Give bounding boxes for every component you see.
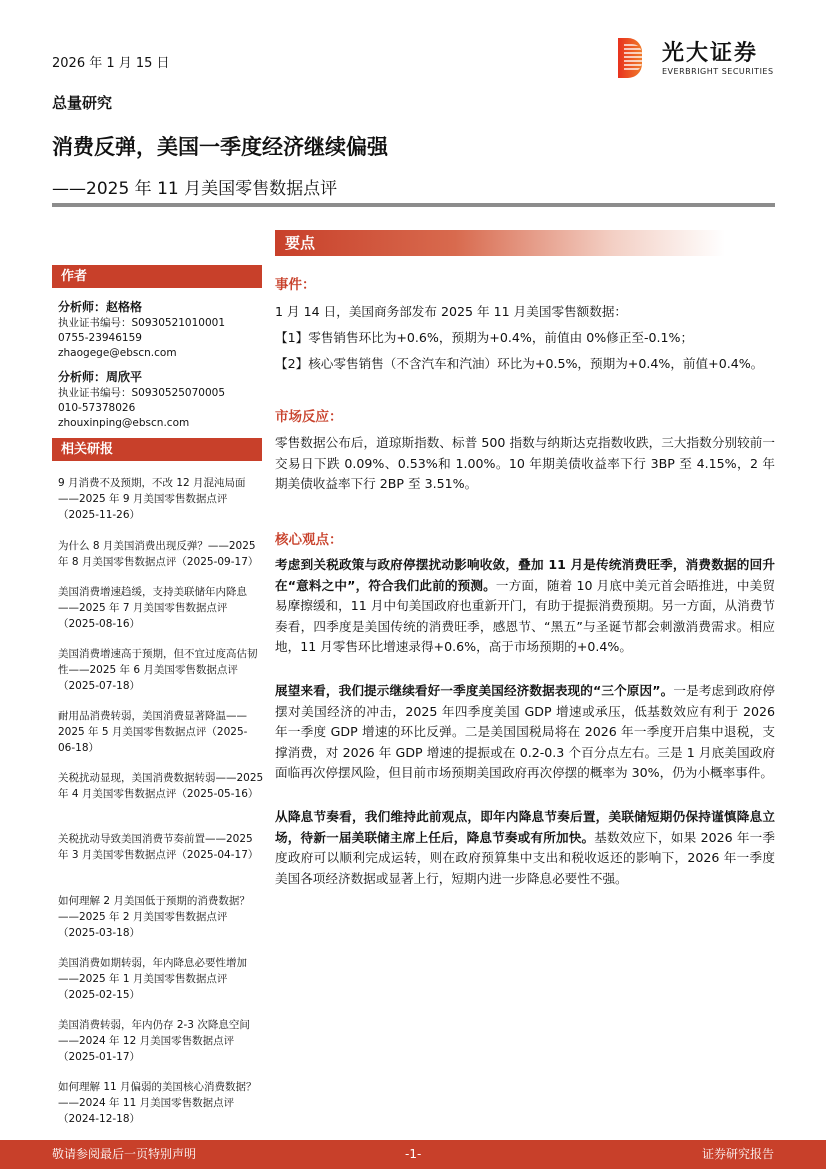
author-name: 分析师：周欣平 — [58, 370, 143, 384]
event-heading: 事件： — [275, 277, 316, 293]
related-report-link[interactable]: 如何理解 11 月偏弱的美国核心消费数据？——2024 年 11 月美国零售数据点评（2024-12-18） — [58, 1081, 257, 1125]
related-report-link[interactable]: 美国消费增速高于预期，但不宜过度高估韧性——2025 年 6 月美国零售数据点评（2025-07-18） — [58, 648, 258, 692]
author-email[interactable]: zhouxinping@ebscn.com — [58, 417, 190, 429]
market-heading: 市场反应： — [275, 409, 343, 425]
related-report-link[interactable]: 如何理解 2 月美国低于预期的消费数据？——2025 年 2 月美国零售数据点评（2025-03-18） — [58, 895, 250, 939]
related-report-link[interactable]: 为什么 8 月美国消费出现反弹？——2025 年 8 月美国零售数据点评（2025-09-17） — [58, 540, 259, 568]
header-divider — [52, 203, 775, 207]
author-phone: 0755-23946159 — [58, 332, 142, 344]
related-report-link[interactable]: 关税扰动显现，美国消费数据转弱——2025 年 4 月美国零售数据点评（2025-05-16） — [58, 772, 264, 800]
view-2-lead: 展望来看，我们提示继续看好一季度美国经济数据表现的“三个原因”。 — [275, 683, 674, 698]
view-paragraph-2 — [275, 681, 775, 784]
related-report-link[interactable]: 美国消费如期转弱，年内降息必要性增加——2025 年 1 月美国零售数据点评（2025-02-15） — [58, 957, 247, 1001]
view-1-body: 一方面，随着 10 月底中美元首会晤推进，中美贸易摩擦缓和，11 月中旬美国政府也重新开门，有助于提振消费预期。另一方面，从消费节奏看，四季度是美国传统的消费旺季，感恩节、“黑五”与圣诞节都会刺激消费需求。相应地，11 月零售环比增速录得+0.6%，高于市场预期的+0.4%。 — [275, 577, 775, 654]
related-report-link[interactable]: 美国消费增速趋缓，支持美联储年内降息——2025 年 7 月美国零售数据点评（2025-08-16） — [58, 586, 247, 630]
logo-mark-icon — [618, 38, 642, 78]
footer-disclaimer: 敬请参阅最后一页特别声明 — [52, 1147, 197, 1161]
key-points-header: 要点 — [275, 230, 725, 256]
event-intro: 1 月 14 日，美国商务部发布 2025 年 11 月美国零售额数据： — [275, 304, 628, 319]
related-reports-header: 相关研报 — [52, 438, 262, 461]
view-2-body: 一是考虑到政府停摆对美国经济的冲击，2025 年四季度美国 GDP 增速或承压，低基数效应有利于 2026 年一季度 GDP 增速的环比反弹。二是美国国税局将在 2026 年一季度开启集中退税，支撑消费，对 2026 年 GDP 增速的提振或在 0.2-0.3 个百分点左右。三是 1 月底美国政府面临再次停摆风险，但目前市场预期美国政府再次停摆的概率为 30%，仍为小概率事件。 — [275, 683, 775, 780]
event-item-1: 【1】零售销售环比为+0.6%，预期为+0.4%，前值由 0%修正至-0.1%； — [275, 330, 694, 345]
author-1 — [58, 298, 264, 361]
page-title: 消费反弹，美国一季度经济继续偏强 — [52, 135, 388, 159]
report-category: 总量研究 — [52, 94, 113, 112]
footer-bar — [0, 1140, 826, 1169]
view-heading: 核心观点： — [275, 532, 343, 548]
related-report-link[interactable]: 美国消费转弱，年内仍存 2-3 次降息空间——2024 年 12 月美国零售数据点评（2025-01-17） — [58, 1019, 250, 1063]
page-number: -1- — [405, 1147, 422, 1161]
related-report-link[interactable]: 关税扰动导致美国消费节奏前置——2025 年 3 月美国零售数据点评（2025-04-17） — [58, 833, 259, 861]
footer-report-type: 证券研究报告 — [701, 1147, 774, 1161]
author-name: 分析师：赵格格 — [58, 300, 143, 314]
author-2 — [58, 368, 264, 431]
author-cert: 执业证书编号：S0930525070005 — [58, 387, 226, 399]
authors-header: 作者 — [52, 265, 262, 288]
related-report-link[interactable]: 耐用品消费转弱，美国消费显著降温——2025 年 5 月美国零售数据点评（2025-06-18） — [58, 710, 248, 754]
logo-en: EVERBRIGHT SECURITIES — [662, 67, 774, 76]
view-paragraph-1 — [275, 555, 775, 658]
related-report-link[interactable]: 9 月消费不及预期，不改 12 月混沌局面——2025 年 9 月美国零售数据点评（2025-11-26） — [58, 477, 246, 521]
view-paragraph-3 — [275, 807, 775, 889]
market-text: 零售数据公布后，道琼斯指数、标普 500 指数与纳斯达克指数收跌，三大指数分别较前一交易日下跌 0.09%、0.53%和 1.00%。10 年期美债收益率下行 3BP 至 4.15%，2 年期美债收益率下行 2BP 至 3.51%。 — [275, 435, 775, 491]
logo-cn: 光大证券 — [662, 41, 759, 66]
everbright-logo — [618, 36, 778, 82]
author-phone: 010-57378026 — [58, 402, 136, 414]
author-email[interactable]: zhaogege@ebscn.com — [58, 347, 177, 359]
page-subtitle: ——2025 年 11 月美国零售数据点评 — [52, 179, 338, 199]
author-cert: 执业证书编号：S0930521010001 — [58, 317, 226, 329]
report-date: 2026 年 1 月 15 日 — [52, 56, 170, 71]
view-1-lead: 考虑到关税政策与政府停摆扰动影响收敛，叠加 11 月是传统消费旺季，消费数据的回升在“意料之中”，符合我们此前的预测。 — [275, 557, 775, 593]
event-item-2: 【2】核心零售销售（不含汽车和汽油）环比为+0.5%，预期为+0.4%，前值+0.4%。 — [275, 356, 764, 371]
view-3-lead: 从降息节奏看，我们维持此前观点，即年内降息节奏后置，美联储短期仍保持谨慎降息立场，待新一届美联储主席上任后，降息节奏或有所加快。 — [275, 809, 775, 845]
view-3-body: 基数效应下，如果 2026 年一季度政府可以顺利完成运转，则在政府预算集中支出和税收返还的影响下，2026 年一季度美国各项经济数据或显著上行，短期内进一步降息必要性不强。 — [275, 829, 775, 886]
